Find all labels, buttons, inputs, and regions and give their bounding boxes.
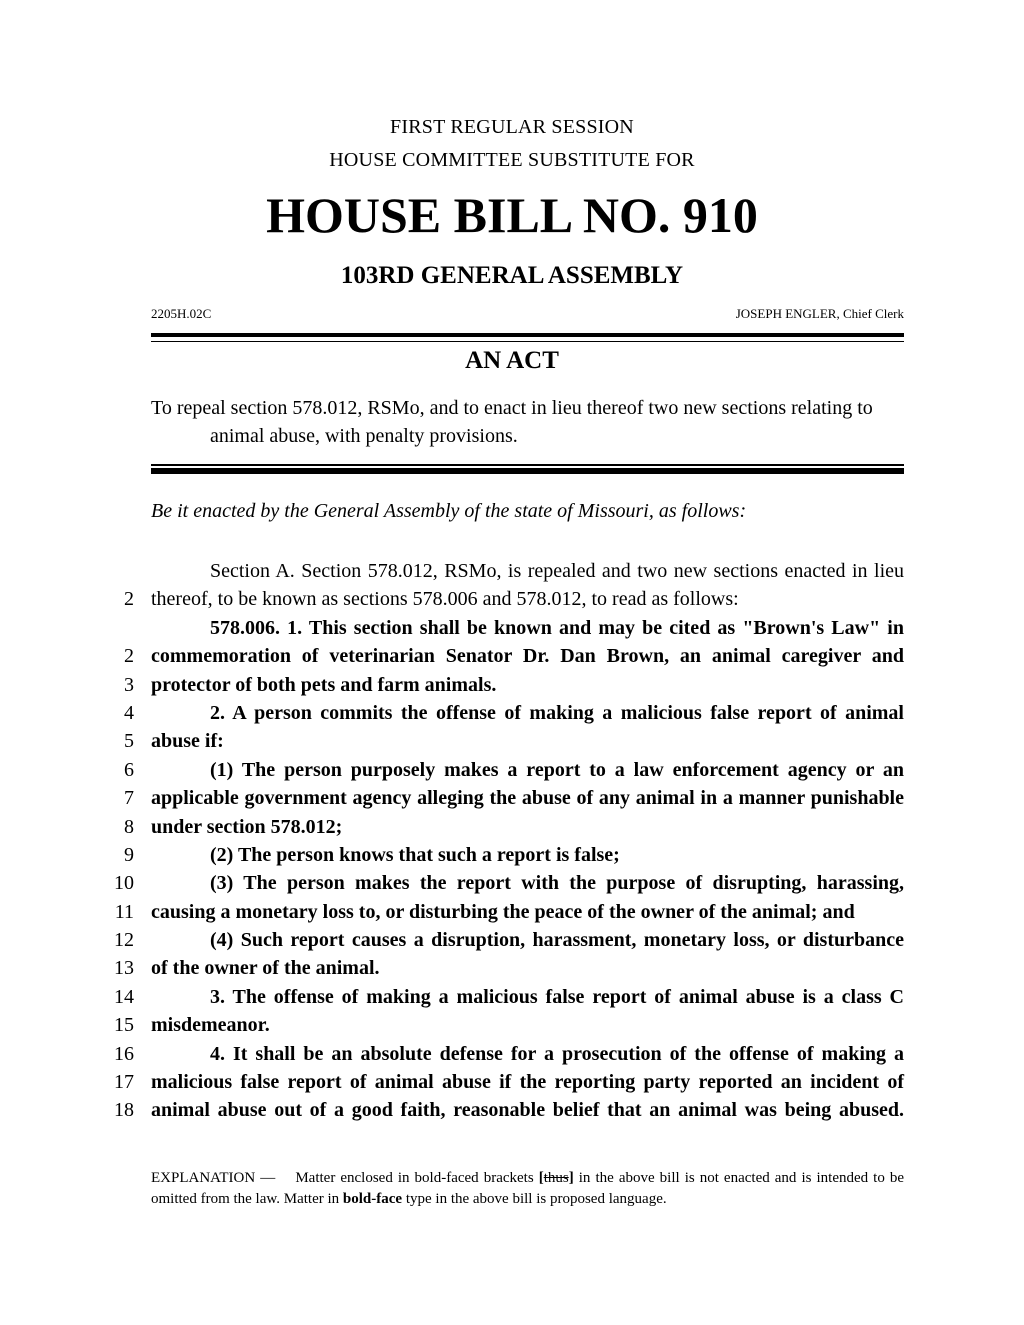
- section-578006-line: [100, 954, 904, 982]
- line-text: malicious false report of animal abuse if the reporting party reported an incident of: [151, 1071, 904, 1094]
- line-text: causing a monetary loss to, or disturbing the peace of the owner of the animal; and: [151, 900, 855, 923]
- section-578006-line: [100, 614, 904, 642]
- substitute-heading: HOUSE COMMITTEE SUBSTITUTE FOR: [329, 149, 695, 171]
- line-number: 11: [114, 900, 134, 923]
- section-578006-line: [100, 727, 904, 755]
- act-heading: AN ACT: [465, 347, 559, 374]
- line-number: 6: [124, 758, 134, 781]
- line-text: (1) The person purposely makes a report to a law enforcement agency or an: [210, 758, 904, 781]
- line-number: 14: [114, 985, 134, 1008]
- section-578006-line: [100, 1096, 904, 1124]
- line-text: commemoration of veterinarian Senator Dr. Dan Brown, an animal caregiver and: [151, 645, 904, 668]
- line-number: 7: [124, 787, 134, 810]
- line-number: 9: [124, 843, 134, 866]
- line-text: thereof, to be known as sections 578.006 and 578.012, to read as follows:: [151, 588, 739, 611]
- section-578006-line: [100, 813, 904, 841]
- line-number: 8: [124, 815, 134, 838]
- explanation-bracket-open: [: [538, 1170, 544, 1186]
- top-rule-thick: [151, 333, 904, 337]
- line-text: 3. The offense of making a malicious false report of animal abuse is a class C: [210, 985, 904, 1008]
- act-title: [151, 394, 904, 450]
- line-text: under section 578.012;: [151, 815, 343, 838]
- section-578006-line: [100, 869, 904, 897]
- section-578006-line: [100, 841, 904, 869]
- section-578006-line: [100, 1068, 904, 1096]
- explanation-note: [151, 1168, 904, 1210]
- explanation-struck-word: thus: [543, 1170, 569, 1186]
- act-title-line-2: animal abuse, with penalty provisions.: [210, 425, 518, 447]
- line-number: 13: [114, 957, 134, 980]
- explanation-bracket-close: ]: [568, 1170, 574, 1186]
- explanation-bold-word: bold-face: [342, 1191, 403, 1207]
- explanation-label: EXPLANATION: [151, 1170, 256, 1186]
- assembly-heading: 103RD GENERAL ASSEMBLY: [340, 262, 684, 289]
- line-text: protector of both pets and farm animals.: [151, 673, 497, 696]
- line-number: 3: [124, 673, 134, 696]
- line-text: abuse if:: [151, 730, 224, 753]
- section-a-line: [100, 585, 904, 613]
- line-text: misdemeanor.: [151, 1014, 270, 1037]
- line-number: 4: [124, 701, 134, 724]
- line-text: (4) Such report causes a disruption, harassment, monetary loss, or disturbance: [210, 929, 904, 952]
- line-text: applicable government agency alleging the abuse of any animal in a manner punishable: [151, 787, 904, 810]
- line-text: 578.006. 1. This section shall be known and may be cited as "Brown's Law" in: [210, 616, 904, 639]
- line-text: (2) The person knows that such a report is false;: [210, 843, 620, 866]
- section-578006-line: [100, 1011, 904, 1039]
- line-number: 17: [114, 1071, 134, 1094]
- line-number: 16: [114, 1042, 134, 1065]
- section-578006-line: [100, 1040, 904, 1068]
- bill-title: HOUSE BILL NO. 910: [266, 187, 758, 243]
- line-text: of the owner of the animal.: [151, 957, 380, 980]
- section-578006-line: [100, 898, 904, 926]
- mid-rule-thin: [151, 464, 904, 466]
- enacting-clause: Be it enacted by the General Assembly of the state of Missouri, as follows:: [151, 500, 747, 522]
- line-text: 4. It shall be an absolute defense for a prosecution of the offense of making a: [210, 1042, 904, 1065]
- top-rule-thin: [151, 341, 904, 342]
- act-title-line-1: To repeal section 578.012, RSMo, and to enact in lieu thereof two new sections relating to: [151, 397, 873, 419]
- line-number: 2: [124, 588, 134, 611]
- line-text: (3) The person makes the report with the purpose of disrupting, harassing,: [210, 872, 904, 895]
- section-578006-line: [100, 983, 904, 1011]
- section-578006-line: [100, 671, 904, 699]
- explanation-text-2: in the above bill is not enacted and is intended to be omitted from the law. Matter in: [151, 1170, 905, 1207]
- section-a-line: [100, 557, 904, 585]
- line-text: animal abuse out of a good faith, reasonable belief that an animal was being abused.: [151, 1099, 904, 1122]
- section-578006-line: [100, 926, 904, 954]
- chief-clerk: JOSEPH ENGLER, Chief Clerk: [735, 306, 904, 321]
- mid-rule-thick: [151, 468, 904, 474]
- line-number: 10: [114, 872, 134, 895]
- line-number: 5: [124, 730, 134, 753]
- section-578006-line: [100, 699, 904, 727]
- explanation-text-1: Matter enclosed in bold-faced brackets: [295, 1170, 534, 1186]
- line-text: Section A. Section 578.012, RSMo, is repealed and two new sections enacted in lieu: [210, 560, 904, 582]
- explanation-text-3: type in the above bill is proposed language.: [405, 1191, 667, 1207]
- line-number: 18: [114, 1099, 134, 1122]
- lr-code: 2205H.02C: [151, 306, 212, 321]
- section-578006-line: [100, 756, 904, 784]
- session-heading: FIRST REGULAR SESSION: [390, 116, 634, 138]
- explanation-dash: —: [260, 1170, 276, 1186]
- bill-body: [100, 557, 904, 1125]
- line-number: 15: [114, 1014, 134, 1037]
- section-578006-line: [100, 642, 904, 670]
- line-number: 2: [124, 645, 134, 668]
- section-578006-line: [100, 784, 904, 812]
- line-text: 2. A person commits the offense of making a malicious false report of animal: [210, 701, 904, 724]
- line-number: 12: [114, 929, 134, 952]
